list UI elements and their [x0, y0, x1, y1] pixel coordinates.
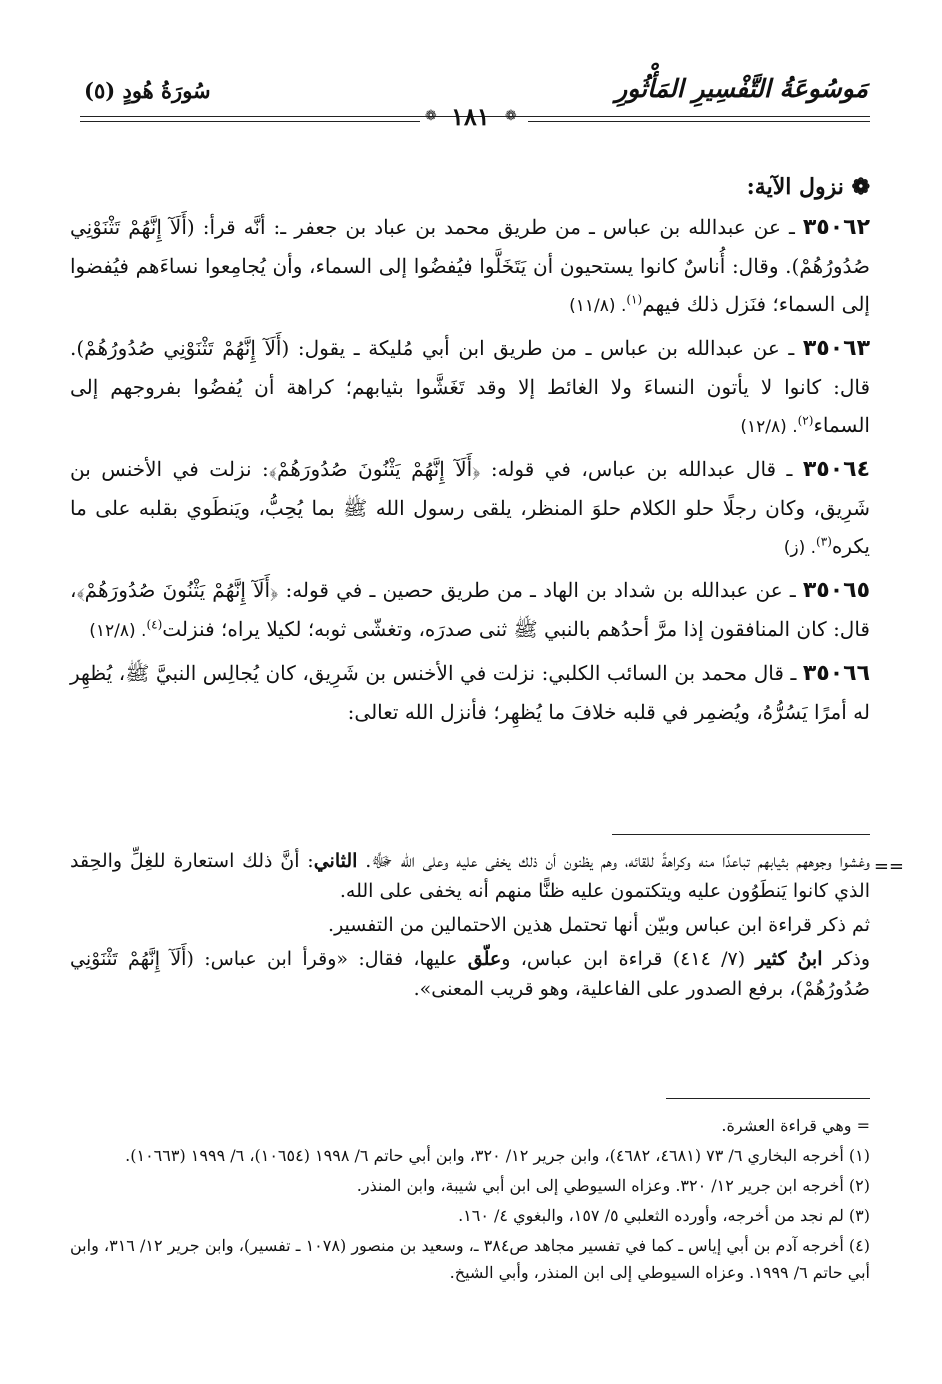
entry-reference: . (١٢/٨) — [740, 417, 798, 437]
entry-text: ـ عن عبدالله بن عباس ـ من طريق ابن أبي مُليكة ـ يقول: (أَلَآ إِنَّهُمْ تَثْنَوْنِي صُدُورُهُمْ). قال: كانوا لا يأتون النساءَ ولا الغائط إلا وقد تَغَشَّوا بثيابهم؛ كراهة أن يُفضُوا بفروجهم إلى السماء — [70, 336, 870, 437]
entry-text: ـ قال محمد بن السائب الكلبي: نزلت في الأخنس بن شَرِيق، كان يُجالِس النبيَّ ﷺ، يُظهِر له أمرًا يَسُرُّهُ، ويُضمِر في قلبه خلافَ ما يُظهِر؛ فأنزل الله تعالى: — [70, 661, 870, 724]
entry-35064 — [70, 450, 870, 567]
footnote-4: (٤) أخرجه آدم بن أبي إياس ـ كما في تفسير مجاهد ص٣٨٤ ـ، وسعيد بن منصور (١٠٧٨ ـ تفسير)، وابن جرير ١٢/ ٣١٦، وابن أبي حاتم ٦/ ١٩٩٩. وعزاه السيوطي إلى ابن المنذر، وأبي الشيخ. — [70, 1236, 870, 1282]
footnotes — [70, 1112, 870, 1289]
author-name: ابنُ كثير — [755, 948, 823, 970]
surah-label: سُورَةُ هُودٍ (٥) — [84, 78, 211, 103]
commentary-p3: وذكر ابنُ كثير (٧/ ٤١٤) قراءة ابن عباس، وعلّق عليها، فقال: «وقرأ ابن عباس: (أَلَآ إِنَّهُمْ تَثْنَوْنِي صُدُورُهُمْ)، برفع الصدور على الفاعلية، وهو قريب المعنى». — [70, 948, 870, 1000]
entry-reference: . (ز) — [783, 538, 817, 558]
entry-35066 — [70, 654, 870, 731]
entry-35063 — [70, 329, 870, 446]
footnote-1: (١) أخرجه البخاري ٦/ ٧٣ (٤٦٨١، ٤٦٨٢)، وابن جرير ١٢/ ٣٢٠، وابن أبي حاتم ٦/ ١٩٩٨ (١٠٦٥٤)، ٦/ ١٩٩٩ (١٠٦٦٣). — [125, 1146, 870, 1165]
entry-text: ـ عن عبدالله بن عباس ـ من طريق محمد بن عباد بن جعفر ـ: أنَّه قرأ: (أَلَآ إِنَّهُمْ تَثْنَوْنِي صُدُورُهُمْ). وقال: أُناسٌ كانوا يستحيون أن يَتَخَلَّوا فيُفضُوا إلى السماء، وأن يُجامِعوا نساءَهم فيُفضوا إلى السماء؛ فنَزل ذلك فيهم — [70, 215, 870, 316]
footnote-marker[interactable]: (٣) — [816, 534, 832, 549]
continuation-marker: == — [873, 856, 904, 877]
entry-text: ـ عن عبدالله بن شداد بن الهاد ـ من طريق حصين ـ في قوله: ﴿أَلَآ إِنَّهُمْ يَثْنُونَ صُدُورَهُمْ﴾، قال: كان المنافقون إذا مرَّ أحدُهم بالنبي ﷺ ثنى صدرَه، وتغشّى ثوبه؛ لكيلا يراه؛ فنزلت — [70, 578, 870, 641]
commentary-label-second: الثاني — [313, 850, 358, 872]
entry-reference: . (١٢/٨) — [89, 621, 147, 641]
footnote-marker[interactable]: (١) — [626, 292, 643, 307]
entry-text: ـ قال عبدالله بن عباس، في قوله: ﴿أَلَآ إِنَّهُمْ يَثْنُونَ صُدُورَهُمْ﴾: نزلت في الأخنس بن شَرِيق، وكان رجلًا حلو الكلام حلوَ المنظر، يلقى رسول الله ﷺ بما يُحِبُّ، ويَنطَوي بقلبه على ما يكره — [70, 457, 870, 558]
entry-number: ٣٥٠٦٤ — [802, 457, 871, 482]
footnote-marker[interactable]: (٤) — [146, 617, 163, 632]
entry-number: ٣٥٠٦٥ — [802, 578, 870, 603]
ornament-right-icon: ❁ — [505, 108, 517, 124]
footnote-marker[interactable]: (٢) — [797, 413, 814, 428]
commentary-p1: وغشوا وجوههم بثيابهم تباعدًا منه وكراهةً للقائه، وهم يظنون أن ذلك يخفى عليه وعلى الله ﷻ. الثاني: أنَّ ذلك استعارة للغِلِّ والحِقد الذي كانوا يَنطَوُون عليه ويتكتمون عليه ظنًّا منهم أنه يخفى على الله. — [70, 850, 871, 902]
footnote-3: (٣) لم نجد من أخرجه، وأورده الثعلبي ٥/ ١٥٧، والبغوي ٤/ ١٦٠. — [458, 1206, 870, 1225]
entry-reference: . (١١/٨) — [569, 296, 627, 316]
footnotes-separator — [666, 1098, 870, 1099]
main-text — [70, 168, 870, 735]
commentary — [70, 846, 904, 1008]
book-title: مَوسُوعَةُ التَّفْسِيرِ المَأْثُورِ — [615, 74, 868, 103]
entry-number: ٣٥٠٦٣ — [802, 336, 870, 361]
page-number: ١٨١ — [451, 102, 490, 131]
entry-number: ٣٥٠٦٢ — [802, 215, 871, 240]
flower-icon: ❁ — [851, 174, 870, 200]
entry-number: ٣٥٠٦٦ — [802, 661, 870, 686]
footnote-continuation: = وهي قراءة العشرة. — [721, 1116, 870, 1135]
commentary-separator — [612, 834, 870, 835]
header-rule-bottom-right — [528, 121, 870, 122]
footnote-2: (٢) أخرجه ابن جرير ١٢/ ٣٢٠. وعزاه السيوطي إلى ابن أبي شيبة، وابن المنذر. — [356, 1176, 870, 1195]
entry-35062 — [70, 208, 870, 325]
section-heading: ❁ نزول الآية: — [746, 174, 870, 200]
commentary-p2: ثم ذكر قراءة ابن عباس وبيّن أنها تحتمل هذين الاحتمالين من التفسير. — [328, 914, 870, 936]
entry-35065 — [70, 571, 870, 650]
header-rule-bottom-left — [80, 121, 420, 122]
ornament-left-icon: ❁ — [425, 108, 437, 124]
